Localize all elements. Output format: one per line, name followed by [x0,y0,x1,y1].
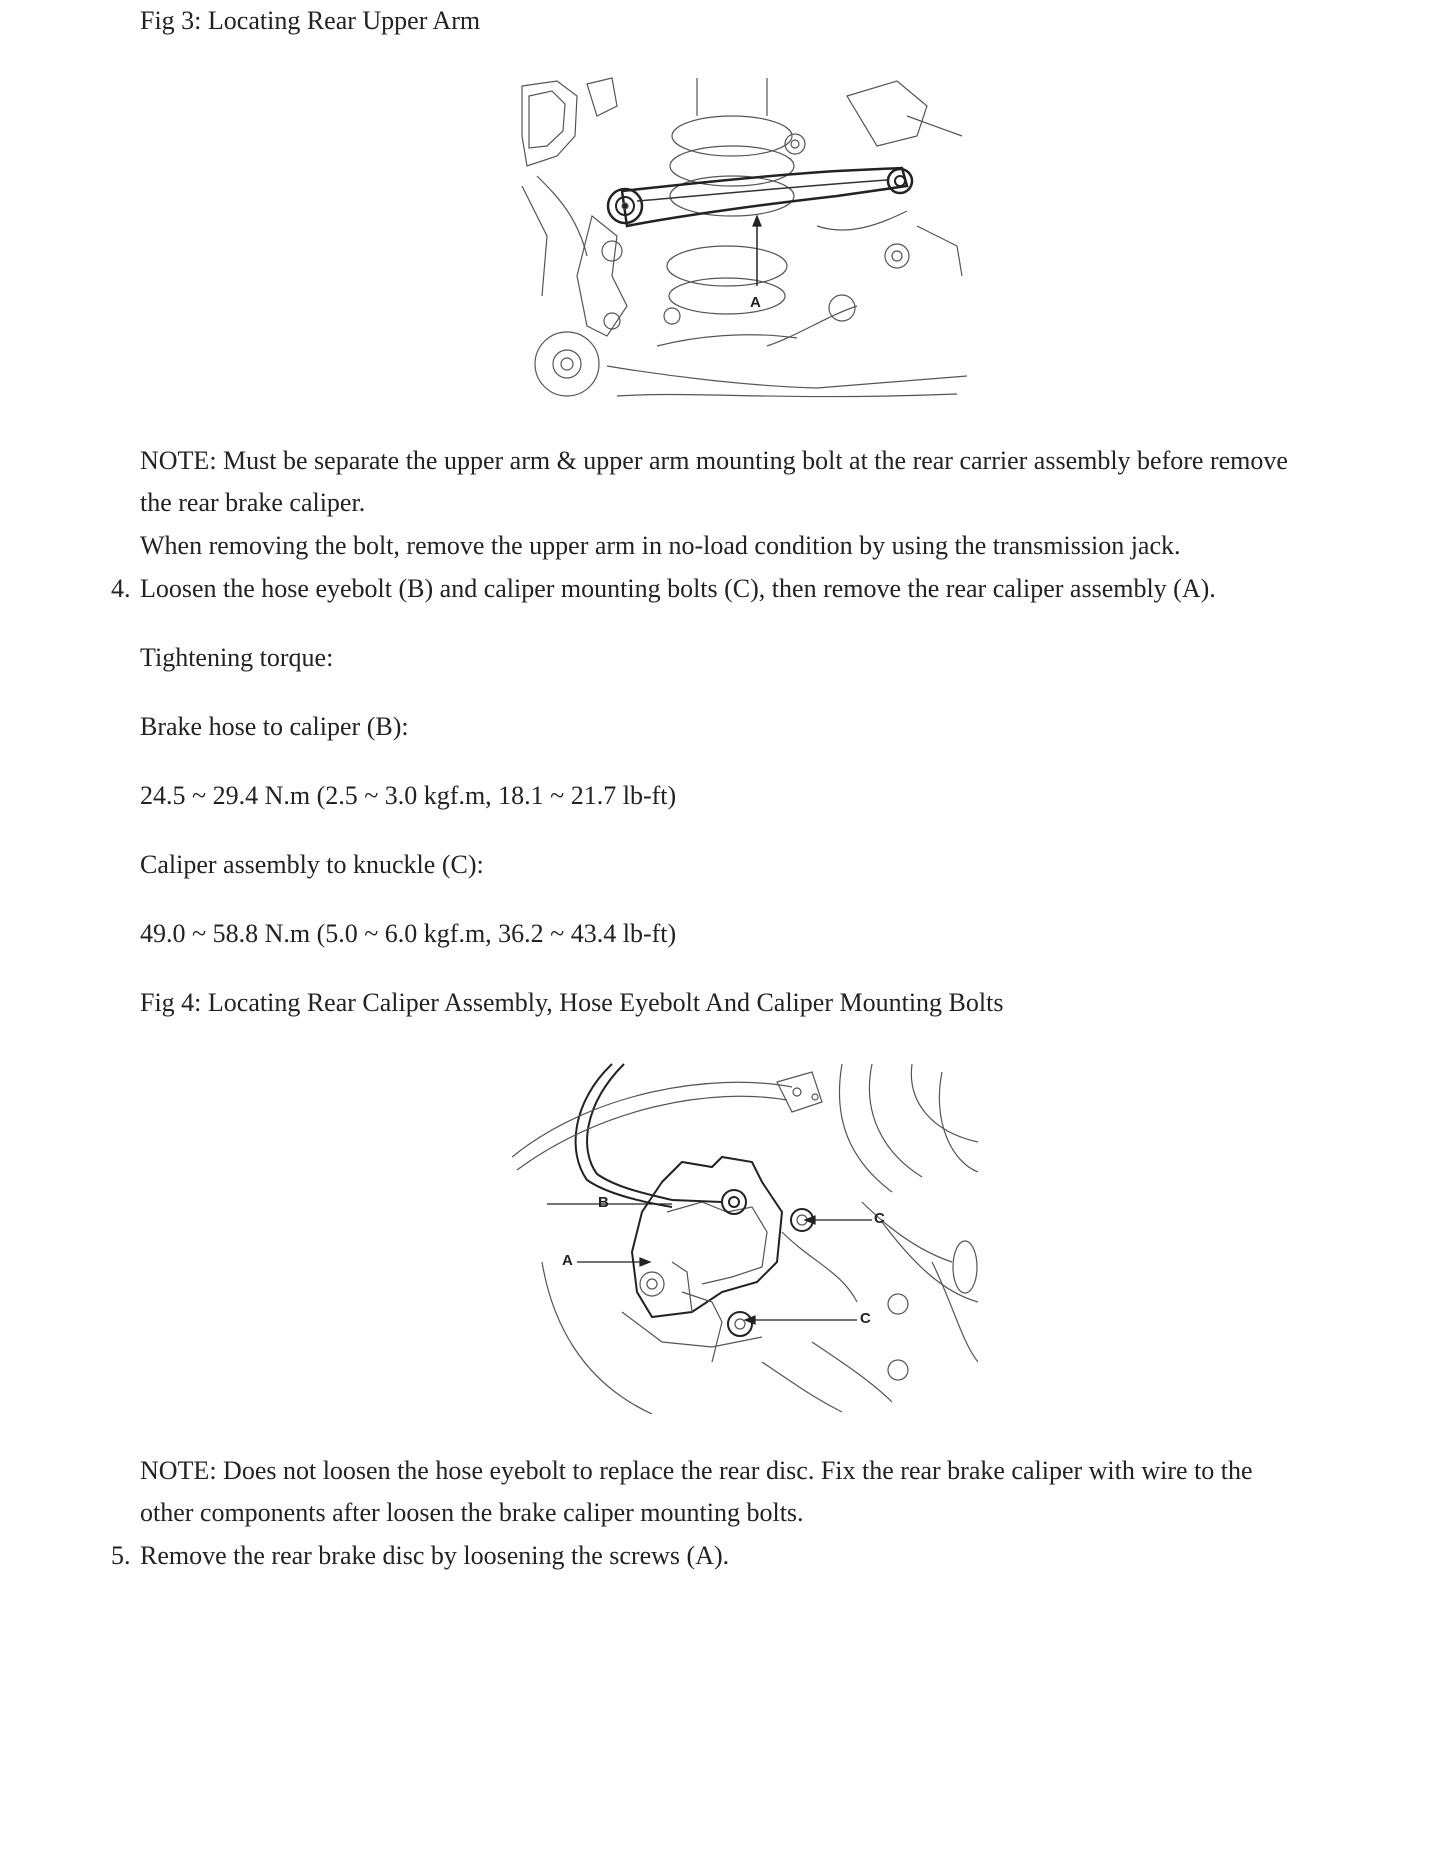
rear-upper-arm-illustration [517,76,967,404]
note1-line3: When removing the bolt, remove the upper arm in no-load condition by using the transmission jack. [140,531,1181,560]
note2-line2: other components after loosen the brake caliper mounting bolts. [140,1498,804,1527]
note2-line1: NOTE: Does not loosen the hose eyebolt to replace the rear disc. Fix the rear brake caliper with wire to the [140,1456,1253,1485]
hose-torque-label: Brake hose to caliper (B): [140,712,409,741]
caliper-torque-label: Caliper assembly to knuckle (C): [140,850,484,879]
fig4-caption: Fig 4: Locating Rear Caliper Assembly, Hose Eyebolt And Caliper Mounting Bolts [140,988,1004,1017]
step4-text: Loosen the hose eyebolt (B) and caliper mounting bolts (C), then remove the rear caliper assembly (A). [140,574,1216,603]
rear-caliper-illustration [512,1062,978,1414]
hose-torque-value: 24.5 ~ 29.4 N.m (2.5 ~ 3.0 kgf.m, 18.1 ~ 21.7 lb-ft) [140,781,677,810]
note1-line1: NOTE: Must be separate the upper arm & upper arm mounting bolt at the rear carrier assembly before remove [140,446,1288,475]
fig3-label-a: A [750,294,761,311]
fig3-caption: Fig 3: Locating Rear Upper Arm [140,6,481,35]
step5-text: Remove the rear brake disc by loosening the screws (A). [140,1541,730,1570]
step4-number: 4. [111,574,131,603]
torque-heading: Tightening torque: [140,643,334,672]
note1-line2: the rear brake caliper. [140,488,366,517]
fig4-label-a: A [562,1252,573,1269]
caliper-torque-value: 49.0 ~ 58.8 N.m (5.0 ~ 6.0 kgf.m, 36.2 ~ 43.4 lb-ft) [140,919,677,948]
fig4-label-c1: C [874,1210,885,1227]
step5-number: 5. [111,1541,131,1570]
fig4-label-b: B [598,1194,609,1211]
fig4-label-c2: C [860,1310,871,1327]
